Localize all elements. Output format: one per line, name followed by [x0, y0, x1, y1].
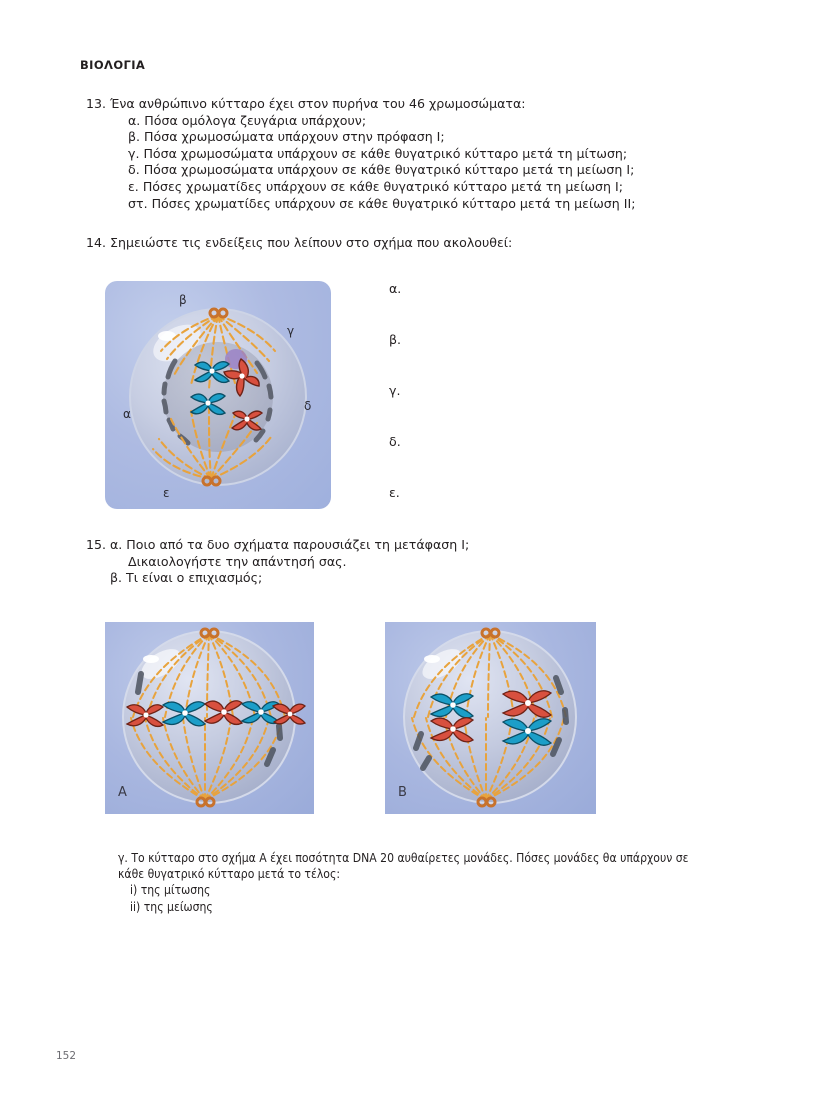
figure-cell-a — [105, 622, 314, 814]
question-13-number: 13. — [85, 96, 106, 111]
question-14-answer-labels — [389, 281, 449, 536]
page-header: ΒΙΟΛΟΓΙΑ — [80, 58, 146, 72]
question-13-item-c: γ. Πόσα χρωμοσώματα υπάρχουν σε κάθε θυγατρικό κύτταρο μετά τη μίτωση; — [128, 145, 628, 161]
question-15-part-c-line1: γ. Το κύτταρο στο σχήμα Α έχει ποσότητα DNA 20 αυθαίρετες μονάδες. Πόσες μονάδες θα υπάρχουν σε — [118, 851, 689, 865]
figure-label-gamma: γ — [287, 324, 295, 338]
question-14-number: 14. — [85, 235, 106, 250]
question-13-item-st: στ. Πόσες χρωματίδες υπάρχουν σε κάθε θυγατρικό κύτταρο μετά τη μείωση II; — [128, 195, 636, 211]
question-13 — [80, 96, 780, 212]
answer-label-c: γ. — [389, 383, 401, 398]
page-number: 152 — [56, 1050, 77, 1062]
question-13-item-e: ε. Πόσες χρωματίδες υπάρχουν σε κάθε θυγατρικό κύτταρο μετά τη μείωση I; — [128, 178, 623, 194]
question-14-stem: Σημειώστε τις ενδείξεις που λείπουν στο σχήμα που ακολουθεί: — [110, 235, 513, 250]
cell-a-illustration — [105, 622, 314, 814]
figure-label-beta: β — [179, 293, 187, 307]
answer-label-b: β. — [389, 332, 402, 347]
question-15-part-c — [118, 850, 798, 915]
question-14 — [80, 235, 780, 252]
figure-a-letter: Α — [118, 785, 127, 800]
question-15-number: 15. — [85, 537, 106, 552]
question-15-item-b: β. Τι είναι ο επιχιασμός; — [110, 570, 263, 586]
question-13-item-d: δ. Πόσα χρωμοσώματα υπάρχουν σε κάθε θυγατρικό κύτταρο μετά τη μείωση I; — [128, 162, 635, 178]
question-15-item-a: α. Ποιο από τα δυο σχήματα παρουσιάζει τη μετάφαση I; — [110, 537, 470, 552]
cell-b-illustration — [385, 622, 596, 814]
figure-label-epsilon: ε — [163, 486, 170, 500]
figure-prophase-cell — [105, 281, 331, 509]
question-15 — [80, 537, 780, 587]
answer-label-a: α. — [389, 281, 402, 296]
question-15-part-c-i: i) της μίτωσης — [130, 883, 211, 898]
question-15-part-c-line2: κάθε θυγατρικό κύτταρο μετά το τέλος: — [118, 867, 341, 882]
question-15-part-c-ii: ii) της μείωσης — [130, 899, 213, 914]
figure-label-alpha: α — [123, 407, 131, 421]
figure-label-delta: δ — [304, 399, 312, 413]
answer-label-e: ε. — [389, 485, 400, 500]
question-15-item-a-cont: Δικαιολογήστε την απάντησή σας. — [128, 553, 347, 569]
question-13-item-b: β. Πόσα χρωμοσώματα υπάρχουν στην πρόφαση I; — [128, 129, 445, 145]
question-13-stem: Ένα ανθρώπινο κύτταρο έχει στον πυρήνα του 46 χρωμοσώματα: — [110, 96, 526, 111]
figure-cell-b — [385, 622, 596, 814]
figure-b-letter: Β — [398, 785, 407, 800]
question-13-item-a: α. Πόσα ομόλογα ζευγάρια υπάρχουν; — [128, 112, 367, 128]
answer-label-d: δ. — [389, 434, 401, 449]
prophase-cell-illustration — [105, 281, 331, 509]
